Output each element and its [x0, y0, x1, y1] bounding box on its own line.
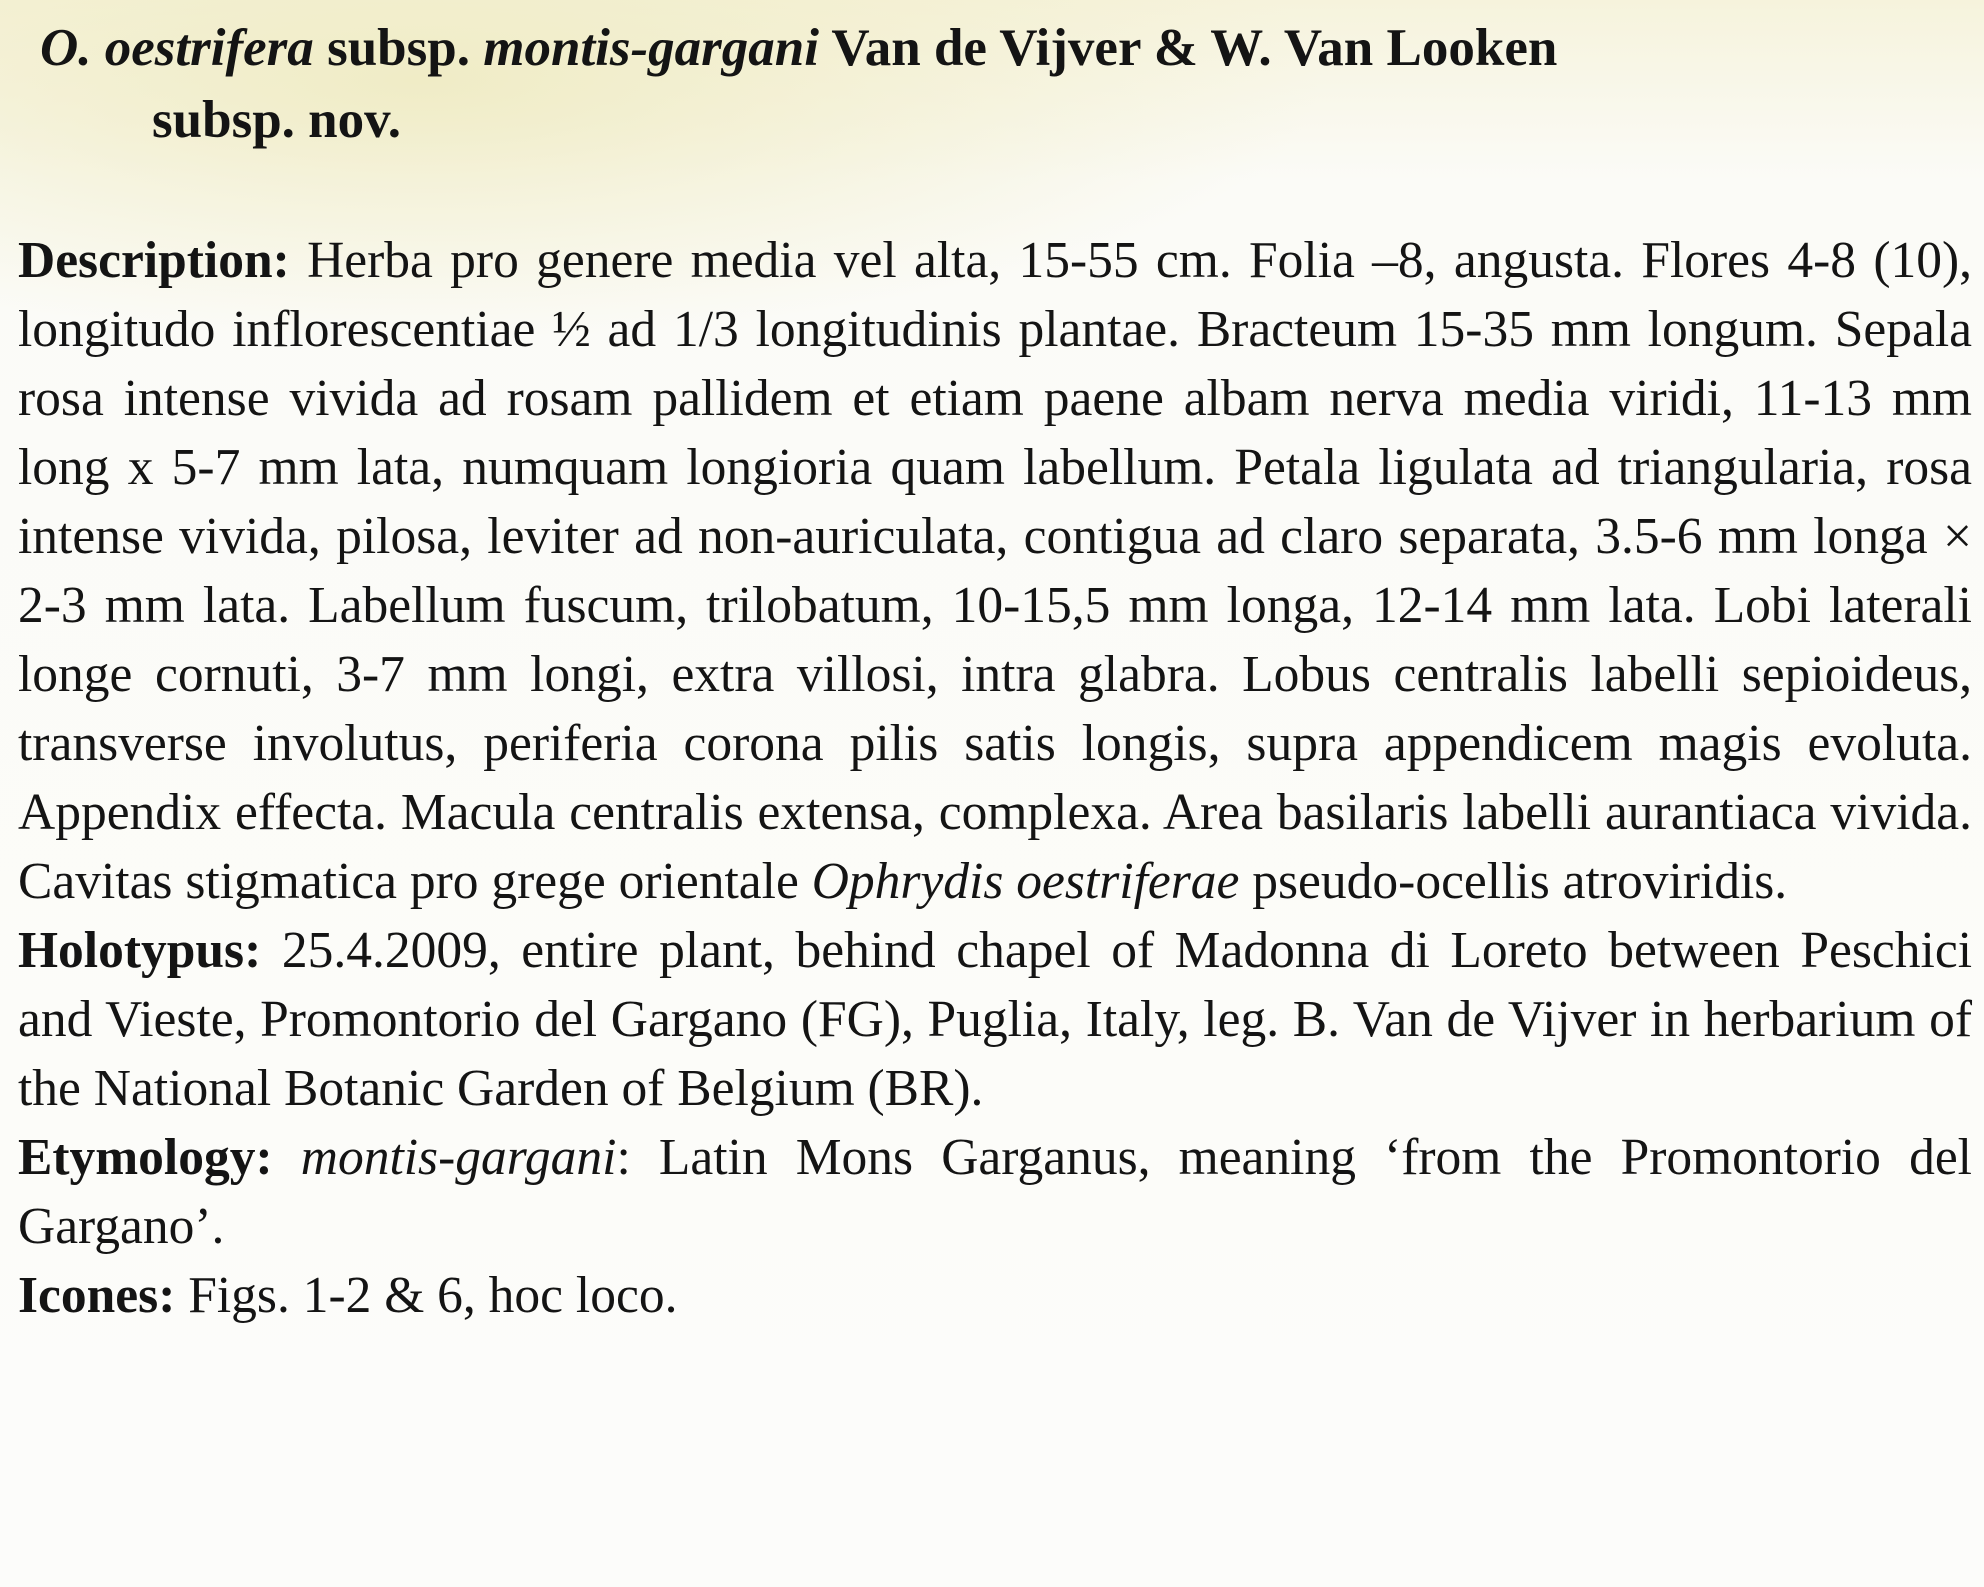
- species-name: O. oestrifera: [40, 19, 314, 77]
- icones-paragraph: [18, 1261, 1972, 1330]
- heading-line-2: [40, 84, 1970, 156]
- holotypus-paragraph: [18, 916, 1972, 1123]
- taxon-heading: [40, 12, 1970, 156]
- heading-line-1: [40, 12, 1970, 84]
- etymology-paragraph: [18, 1123, 1972, 1261]
- author-names: Van de Vijver & W. Van Looken: [831, 19, 1558, 77]
- etymology-italic: montis-gargani: [300, 1129, 617, 1186]
- document-body: [18, 226, 1972, 1330]
- icones-label: Icones:: [18, 1267, 176, 1324]
- holotypus-text: 25.4.2009, entire plant, behind chapel of Madonna di Loreto between Peschici and Vieste, Promontorio del Gargano (FG), Puglia, Italy, leg. B. Van de Vijver in herbarium of the National Botanic Garden of Belgium (BR).: [18, 922, 1972, 1117]
- nomenclatural-status: subsp. nov.: [152, 91, 401, 149]
- rank-label: subsp.: [327, 19, 470, 77]
- description-text: Herba pro genere media vel alta, 15-55 cm. Folia –8, angusta. Flores 4-8 (10), longitudo inflorescentiae ½ ad 1/3 longitudinis plantae. Bracteum 15-35 mm longum. Sepala rosa intense vivida ad rosam pallidem et etiam paene albam nerva media viridi, 11-13 mm long x 5-7 mm lata, numquam longioria quam labellum. Petala ligulata ad triangularia, rosa intense vivida, pilosa, leviter ad non-auriculata, contigua ad claro separata, 3.5-6 mm longa × 2-3 mm lata. Labellum fuscum, trilobatum, 10-15,5 mm longa, 12-14 mm lata. Lobi laterali longe cornuti, 3-7 mm longi, extra villosi, intra glabra. Lobus centralis labelli sepioideus, transverse involutus, periferia corona pilis satis longis, supra appendicem magis evoluta. Appendix effecta. Macula centralis extensa, complexa. Area basilaris labelli aurantiaca vivida. Cavitas stigmatica pro grege orientale: [18, 232, 1972, 910]
- etymology-label: Etymology:: [18, 1129, 273, 1186]
- holotypus-label: Holotypus:: [18, 922, 262, 979]
- description-paragraph: [18, 226, 1972, 916]
- description-label: Description:: [18, 232, 290, 289]
- etymology-text: : Latin Mons Garganus, meaning ‘from the Promontorio del Gargano’.: [18, 1129, 1972, 1255]
- icones-text: Figs. 1-2 & 6, hoc loco.: [188, 1267, 678, 1324]
- subspecies-epithet: montis-gargani: [483, 19, 820, 77]
- description-italic: Ophrydis oestriferae: [811, 853, 1240, 910]
- description-tail: pseudo-ocellis atroviridis.: [1252, 853, 1788, 910]
